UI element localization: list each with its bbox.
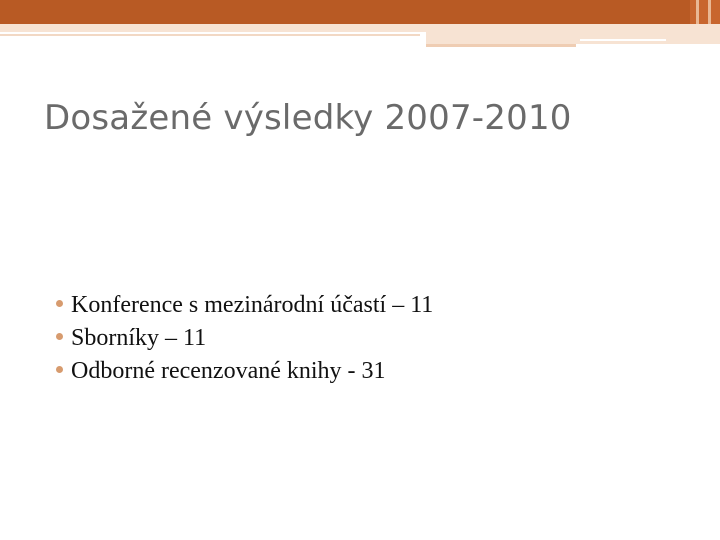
bullet-text: Odborné recenzované knihy - 31: [71, 358, 386, 384]
decorative-line: [0, 34, 420, 36]
decorative-line: [426, 44, 576, 47]
bullet-dot-icon: [56, 366, 63, 373]
top-accent-bar: [0, 0, 720, 24]
bullet-text: Konference s mezinárodní účastí – 11: [71, 292, 434, 318]
list-item: [56, 358, 433, 391]
bullet-text: Sborníky – 11: [71, 325, 207, 351]
bullet-list: [56, 292, 433, 391]
decorative-band: [0, 24, 720, 32]
decorative-line: [426, 32, 720, 44]
list-item: [56, 292, 433, 325]
list-item: [56, 325, 433, 358]
bullet-dot-icon: [56, 333, 63, 340]
decorative-line: [580, 39, 666, 41]
slide-title: Dosažené výsledky 2007-2010: [44, 98, 572, 138]
bullet-dot-icon: [56, 300, 63, 307]
